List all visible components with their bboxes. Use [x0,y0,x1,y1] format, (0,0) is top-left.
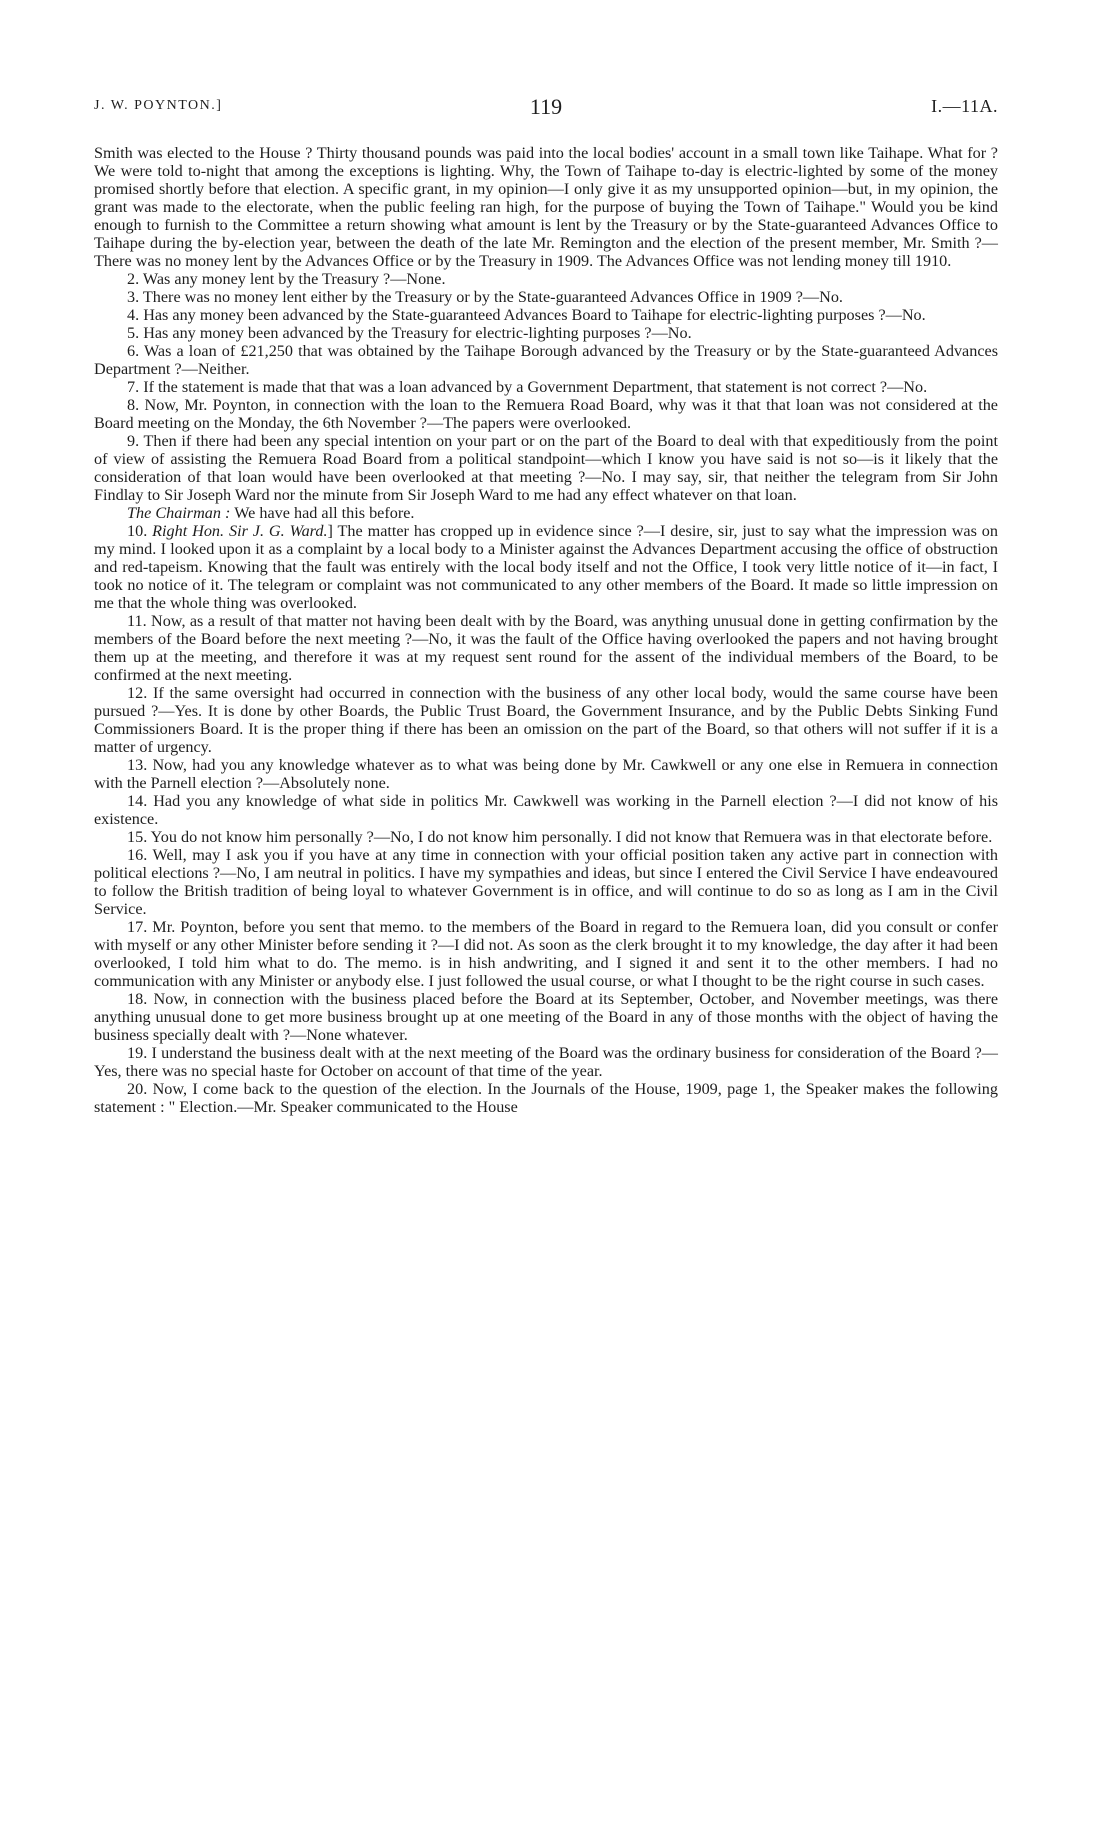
paragraph-3: 3. There was no money lent either by the Treasury or by the State-guaranteed Advances Office in 1909 ?—No. [127,288,843,306]
paragraph-8: 8. Now, Mr. Poynton, in connection with the loan to the Remuera Road Board, why was it that that loan was not considered at the Board meeting on the Monday, the 6th November ?—The papers were overlooked. [94,396,998,432]
speaker-name: The Chairman : [127,504,231,522]
paragraph-19: 19. I understand the business dealt with at the next meeting of the Board was the ordinary business for consideration of the Board ?—Yes, there was no special haste for October on account of that time of the year. [94,1044,998,1080]
paragraph-11: 11. Now, as a result of that matter not having been dealt with by the Board, was anything unusual done in getting confirmation by the members of the Board before the next meeting ?—No, it was the fault of the Office having overlooked the papers and not having brought them up at the meeting, and therefore it was at my request sent round for the assent of the individual members of the Board, to be confirmed at the next meeting. [94,612,998,684]
paragraph-10: 10. Right Hon. Sir J. G. Ward.] The matter has cropped up in evidence since ?—I desire, sir, just to say what the impression was on my mind. I looked upon it as a complaint by a local body to a Minister against the Advances Department accusing the office of obstruction and red-tapeism. Knowing that the fault was entirely with the local body itself and not the Office, I took very little notice of it—in fact, I took no notice of it. The telegram or complaint was not communicated to any other members of the Board. It made so little impression on me that the whole thing was overlooked. [94,522,998,612]
paragraph-1: Smith was elected to the House ? Thirty thousand pounds was paid into the local bodies' account in a small town like Taihape. What for ? We were told to-night that among the exceptions is lighting. Why, the Town of Taihape to-day is electric-lighted by some of the money promised shortly before that election. A specific grant, in my opinion—I only give it as my unsupported opinion—but, in my opinion, the grant was made to the electorate, when the public feeling ran high, for the purpose of buying the Town of Taihape." Would you be kind enough to furnish to the Committee a return showing what amount is lent by the Treasury or by the State-guaranteed Advances Office to Taihape during the by-election year, between the death of the late Mr. Remington and the election of the present member, Mr. Smith ?—There was no money lent by the Advances Office or by the Treasury in 1909. The Advances Office was not lending money till 1910. [94,144,998,270]
speaker-name: Right Hon. Sir J. G. Ward. [152,522,328,540]
paragraph-2: 2. Was any money lent by the Treasury ?—None. [127,270,446,288]
paragraph-20: 20. Now, I come back to the question of the election. In the Journals of the House, 1909, page 1, the Speaker makes the following statement : " Election.—Mr. Speaker communicated to the House [94,1080,998,1116]
paragraph-17: 17. Mr. Poynton, before you sent that memo. to the members of the Board in regard to the Remuera loan, did you consult or confer with myself or any other Minister before sending it ?—I did not. As soon as the clerk brought it to my knowledge, the day after it had been overlooked, I told him what to do. The memo. is in hish andwriting, and I signed it and sent it to the other members. I had no communication with any Minister or anybody else. I just followed the usual course, or what I thought to be the right course in such cases. [94,918,998,990]
page-header [94,94,998,124]
paragraph-5: 5. Has any money been advanced by the Treasury for electric-lighting purposes ?—No. [127,324,692,342]
paragraph-chairman: The Chairman : We have had all this before. [127,504,415,522]
paragraph-4: 4. Has any money been advanced by the State-guaranteed Advances Board to Taihape for electric-lighting purposes ?—No. [127,306,926,324]
paragraph-9: 9. Then if there had been any special intention on your part or on the part of the Board to deal with that expeditiously from the point of view of assisting the Remuera Road Board from a political standpoint—which I know you have said is not so—is it likely that the consideration of that loan would have been overlooked at that meeting ?—No. I may say, sir, that neither the telegram from Sir John Findlay to Sir Joseph Ward nor the minute from Sir Joseph Ward to me had any effect whatever on that loan. [94,432,998,504]
paper-reference: I.—11A. [931,96,998,116]
header-witness-name: J. W. POYNTON.] [94,98,223,113]
page-number: 119 [529,94,563,119]
paragraph-16: 16. Well, may I ask you if you have at any time in connection with your official position taken any active part in connection with political elections ?—No, I am neutral in politics. I have my sympathies and ideas, but since I entered the Civil Service I have endeavoured to follow the British tradition of being loyal to whatever Government is in office, and will continue to do so as long as I am in the Civil Service. [94,846,998,918]
paragraph-15: 15. You do not know him personally ?—No, I do not know him personally. I did not know that Remuera was in that electorate before. [127,828,993,846]
paragraph-14: 14. Had you any knowledge of what side in politics Mr. Cawkwell was working in the Parnell election ?—I did not know of his existence. [94,792,998,828]
paragraph-18: 18. Now, in connection with the business placed before the Board at its September, October, and November meetings, was there anything unusual done to get more business brought up at one meeting of the Board in any of those months with the object of having the business specially dealt with ?—None whatever. [94,990,998,1044]
paragraph-6: 6. Was a loan of £21,250 that was obtained by the Taihape Borough advanced by the Treasury or by the State-guaranteed Advances Department ?—Neither. [94,342,998,378]
paragraph-7: 7. If the statement is made that that was a loan advanced by a Government Department, that statement is not correct ?—No. [127,378,928,396]
paragraph-13: 13. Now, had you any knowledge whatever as to what was being done by Mr. Cawkwell or any one else in Remuera in connection with the Parnell election ?—Absolutely none. [94,756,998,792]
document-body [94,144,998,1116]
paragraph-12: 12. If the same oversight had occurred in connection with the business of any other local body, would the same course have been pursued ?—Yes. It is done by other Boards, the Public Trust Board, the Government Insurance, and by the Public Debts Sinking Fund Commissioners Board. It is the proper thing if there has been an omission on the part of the Board, so that others will not suffer if it is a matter of urgency. [94,684,998,756]
